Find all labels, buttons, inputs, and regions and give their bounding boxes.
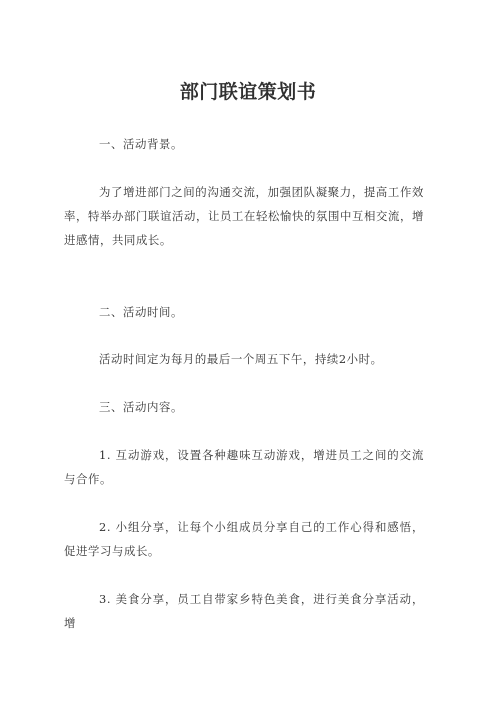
paragraph-background: 为了增进部门之间的沟通交流，加强团队凝聚力，提高工作效率，特举办部门联谊活动，让员工在轻松愉快的氛围中互相交流，增进感情，共同成长。: [64, 185, 424, 247]
list-item-food: 3. 美食分享，员工自带家乡特色美食，进行美食分享活动，增: [64, 592, 424, 630]
section-heading-time: 二、活动时间。: [99, 305, 183, 319]
section-heading-background: 一、活动背景。: [99, 137, 183, 151]
list-item-sharing: 2. 小组分享，让每个小组成员分享自己的工作心得和感悟，促进学习与成长。: [64, 520, 424, 558]
paragraph-time: 活动时间定为每月的最后一个周五下午，持续2小时。: [99, 352, 383, 366]
list-item-games: 1. 互动游戏，设置各种趣味互动游戏，增进员工之间的交流与合作。: [64, 448, 424, 486]
section-heading-content: 三、活动内容。: [99, 400, 183, 414]
document-title: 部门联谊策划书: [179, 81, 317, 103]
